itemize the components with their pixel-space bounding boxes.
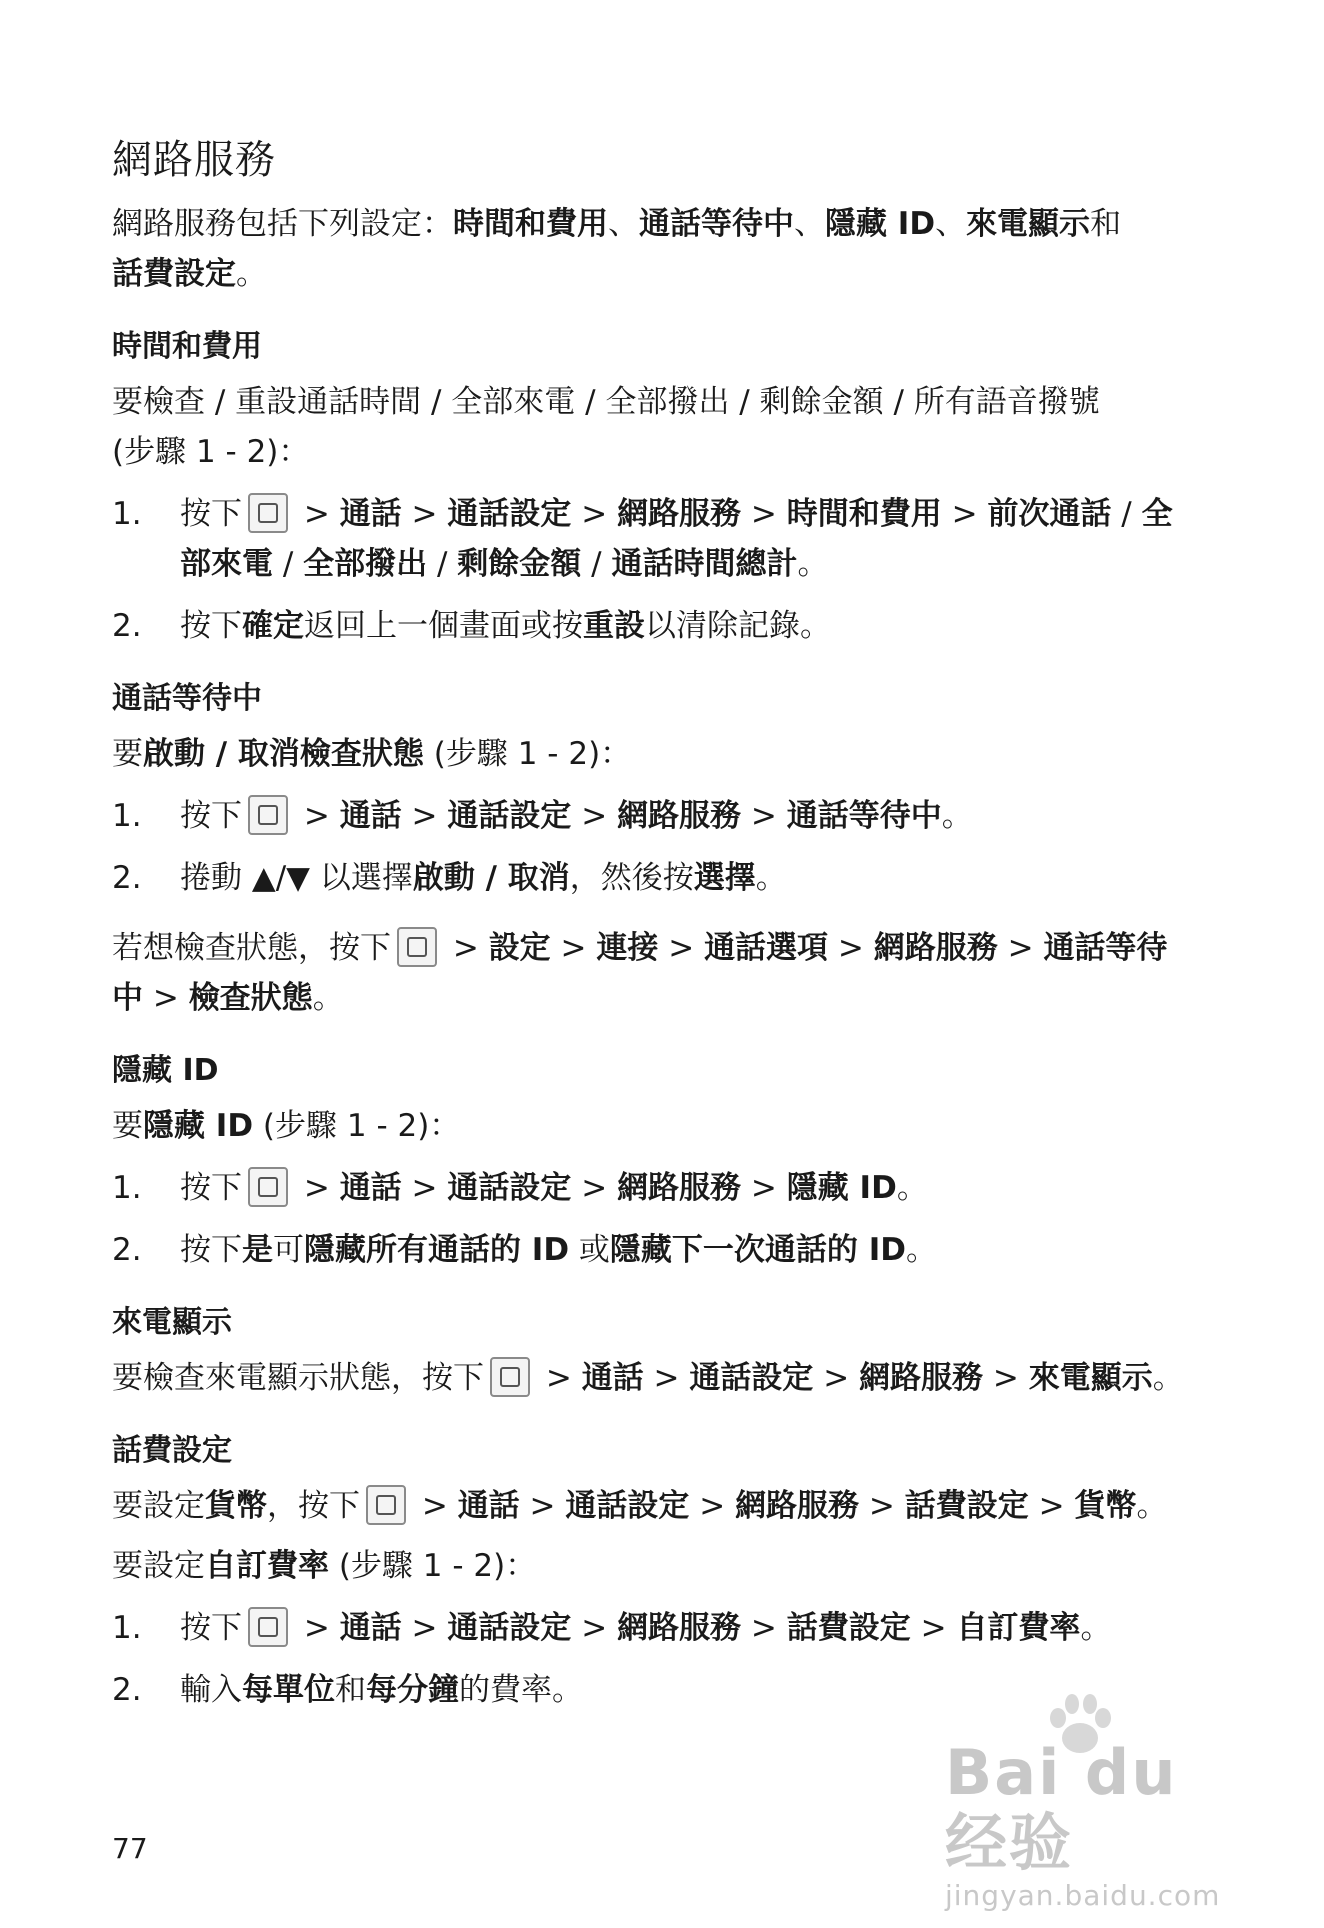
list-item: 2. 捲動 ▲/▼ 以選擇啟動 / 取消，然後按選擇。 bbox=[112, 860, 787, 896]
list-item: 1. 按下 > 通話 > 通話設定 > 網路服務 > 隱藏 ID。 bbox=[112, 1163, 1192, 1213]
section-intro: 要啟動 / 取消檢查狀態 (步驟 1 - 2)： bbox=[112, 736, 632, 772]
section-intro: 要隱藏 ID (步驟 1 - 2)： bbox=[112, 1108, 461, 1144]
manual-page bbox=[112, 128, 1192, 1715]
watermark bbox=[945, 1738, 1265, 1914]
menu-key-icon bbox=[397, 927, 437, 967]
menu-key-icon bbox=[366, 1485, 406, 1525]
list-item: 1. 按下 > 通話 > 通話設定 > 網路服務 > 話費設定 > 自訂費率。 bbox=[112, 1603, 1192, 1653]
currency-note: 要設定貨幣，按下 > 通話 > 通話設定 > 網路服務 > 話費設定 > 貨幣。 bbox=[112, 1481, 1192, 1531]
list-item: 2. 按下是可隱藏所有通話的 ID 或隱藏下一次通話的 ID。 bbox=[112, 1232, 937, 1268]
section-intro: 要設定自訂費率 (步驟 1 - 2)： bbox=[112, 1548, 537, 1584]
list-item: 2. 按下確定返回上一個畫面或按重設以清除記錄。 bbox=[112, 608, 831, 644]
menu-key-icon bbox=[248, 1607, 288, 1647]
section-heading-hide-id: 隱藏 ID bbox=[112, 1053, 219, 1088]
page-title: 網路服務 bbox=[112, 137, 276, 183]
section-heading-caller-id: 來電顯示 bbox=[112, 1305, 232, 1340]
list-item: 1. 按下 > 通話 > 通話設定 > 網路服務 > 時間和費用 > 前次通話 / 全部來電 / 全部撥出 / 剩餘金額 / 通話時間總計。 bbox=[112, 489, 1192, 589]
caller-id-note: 要檢查來電顯示狀態，按下 > 通話 > 通話設定 > 網路服務 > 來電顯示。 bbox=[112, 1353, 1192, 1403]
steps-list bbox=[112, 1163, 1192, 1275]
steps-list bbox=[112, 1603, 1192, 1715]
menu-key-icon bbox=[248, 795, 288, 835]
menu-key-icon bbox=[490, 1357, 530, 1397]
page-number: 77 bbox=[112, 1832, 148, 1865]
section-heading-time-cost: 時間和費用 bbox=[112, 329, 262, 364]
status-check-note: 若想檢查狀態，按下 > 設定 > 連接 > 通話選項 > 網路服務 > 通話等待中 > 檢查狀態。 bbox=[112, 923, 1192, 1023]
steps-list bbox=[112, 791, 1192, 903]
steps-list bbox=[112, 489, 1192, 651]
menu-key-icon bbox=[248, 493, 288, 533]
watermark-url: jingyan.baidu.com bbox=[945, 1879, 1221, 1912]
list-item: 1. 按下 > 通話 > 通話設定 > 網路服務 > 通話等待中。 bbox=[112, 791, 1192, 841]
section-heading-call-waiting: 通話等待中 bbox=[112, 681, 262, 716]
list-item: 2. 輸入每單位和每分鐘的費率。 bbox=[112, 1672, 583, 1708]
section-intro: 要檢查 / 重設通話時間 / 全部來電 / 全部撥出 / 剩餘金額 / 所有語音撥號 (步驟 1 - 2)： bbox=[112, 384, 1100, 470]
menu-key-icon bbox=[248, 1167, 288, 1207]
section-heading-call-charge: 話費設定 bbox=[112, 1433, 232, 1468]
watermark-brand: Bai du 经验 bbox=[945, 1736, 1178, 1879]
intro-paragraph: 網路服務包括下列設定：時間和費用、通話等待中、隱藏 ID、來電顯示和 話費設定。 bbox=[112, 206, 1122, 292]
